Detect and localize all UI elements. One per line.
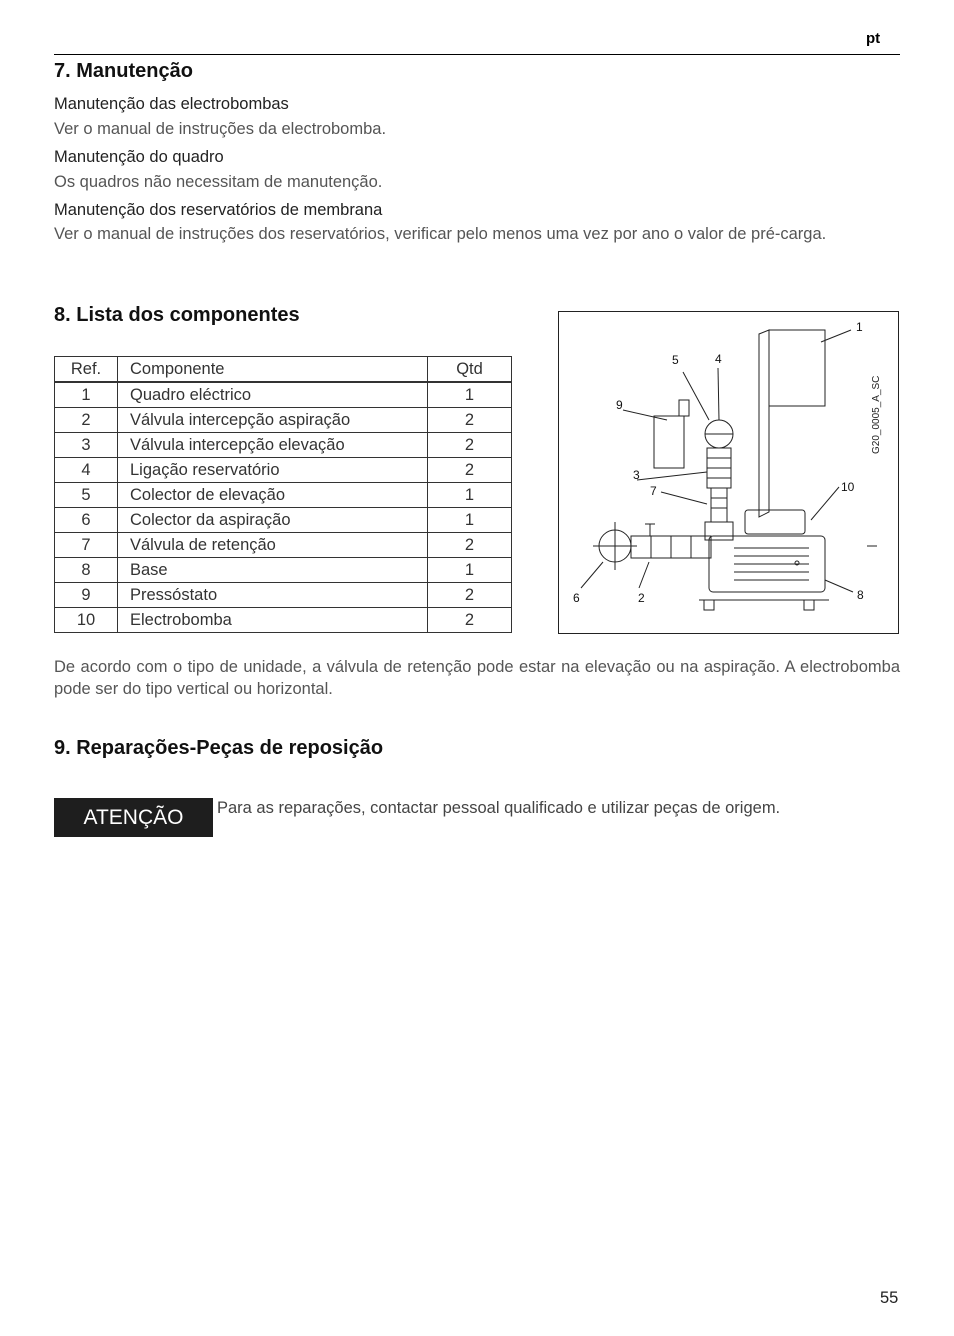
cell-ref: 2 [55,408,118,433]
cell-ref: 7 [55,533,118,558]
text-pump-maintenance: Ver o manual de instruções da electrobomba. [54,120,387,138]
callout-7: 7 [650,484,657,498]
cell-qtd: 2 [428,433,512,458]
cell-component: Quadro eléctrico [118,382,428,408]
cell-qtd: 1 [428,508,512,533]
table-row [55,483,512,508]
cell-component: Colector da aspiração [118,508,428,533]
cell-component: Válvula de retenção [118,533,428,558]
warning-badge: ATENÇÃO [54,798,213,837]
cell-ref: 4 [55,458,118,483]
text-tank-maintenance: Ver o manual de instruções dos reservatórios, verificar pelo menos uma vez por ano o valor de pré-carga. [54,225,827,243]
junction-box-shape [745,510,805,534]
section-7-title: 7. Manutenção [54,60,193,82]
cell-component: Ligação reservatório [118,458,428,483]
table-row [55,608,512,633]
table-row [55,408,512,433]
callout-4: 4 [715,352,722,366]
components-note: De acordo com o tipo de unidade, a válvula de retenção pode estar na elevação ou na aspiração. A electrobomba pode ser do tipo vertical ou horizontal. [54,658,900,698]
cell-qtd: 2 [428,608,512,633]
language-code: pt [866,30,881,47]
cell-component: Colector de elevação [118,483,428,508]
subtitle-tank-maintenance: Manutenção dos reservatórios de membrana [54,201,383,219]
callout-9: 9 [616,398,623,412]
callout-8: 8 [857,588,864,602]
cell-component: Válvula intercepção elevação [118,433,428,458]
table-row [55,508,512,533]
table-row [55,433,512,458]
subtitle-pump-maintenance: Manutenção das electrobombas [54,95,289,113]
cell-ref: 5 [55,483,118,508]
cell-component: Pressóstato [118,583,428,608]
callout-10: 10 [841,480,855,494]
page-number: 55 [880,1289,899,1307]
figure-code: G20_0005_A_SC [871,375,882,454]
section-9-title: 9. Reparações-Peças de reposição [54,737,384,759]
cell-qtd: 1 [428,483,512,508]
callout-1: 1 [856,320,863,334]
cell-component: Base [118,558,428,583]
frame-upright-shape [759,330,769,517]
cell-component: Válvula intercepção aspiração [118,408,428,433]
cell-qtd: 1 [428,558,512,583]
table-header-row [55,357,512,383]
pump-set-drawing [559,312,900,635]
section-8-title: 8. Lista dos componentes [54,304,300,326]
cell-qtd: 2 [428,583,512,608]
cell-ref: 10 [55,608,118,633]
cell-qtd: 2 [428,408,512,433]
callout-3: 3 [633,468,640,482]
cell-ref: 3 [55,433,118,458]
cell-qtd: 2 [428,533,512,558]
pump-set-diagram [558,311,899,634]
warning-text: Para as reparações, contactar pessoal qualificado e utilizar peças de origem. [217,799,781,817]
callout-2: 2 [638,591,645,605]
table-row [55,458,512,483]
pump-head-shape [705,522,733,540]
callout-5: 5 [672,353,679,367]
header-rule [54,54,900,55]
table-row [55,533,512,558]
cell-ref: 6 [55,508,118,533]
cell-component: Electrobomba [118,608,428,633]
subtitle-panel-maintenance: Manutenção do quadro [54,148,224,166]
column-header-ref: Ref. [55,357,118,383]
gauge-shape [679,400,689,416]
components-table [54,356,512,633]
text-panel-maintenance: Os quadros não necessitam de manutenção. [54,173,383,191]
callout-6: 6 [573,591,580,605]
pressure-switch-shape [654,416,684,468]
column-header-qtd: Qtd [428,357,512,383]
cell-qtd: 1 [428,382,512,408]
cell-ref: 9 [55,583,118,608]
table-row [55,382,512,408]
cell-qtd: 2 [428,458,512,483]
control-panel-shape [769,330,825,406]
cell-ref: 8 [55,558,118,583]
column-header-component: Componente [118,357,428,383]
table-row [55,583,512,608]
delivery-pipe-shape [711,488,727,522]
table-row [55,558,512,583]
cell-ref: 1 [55,382,118,408]
